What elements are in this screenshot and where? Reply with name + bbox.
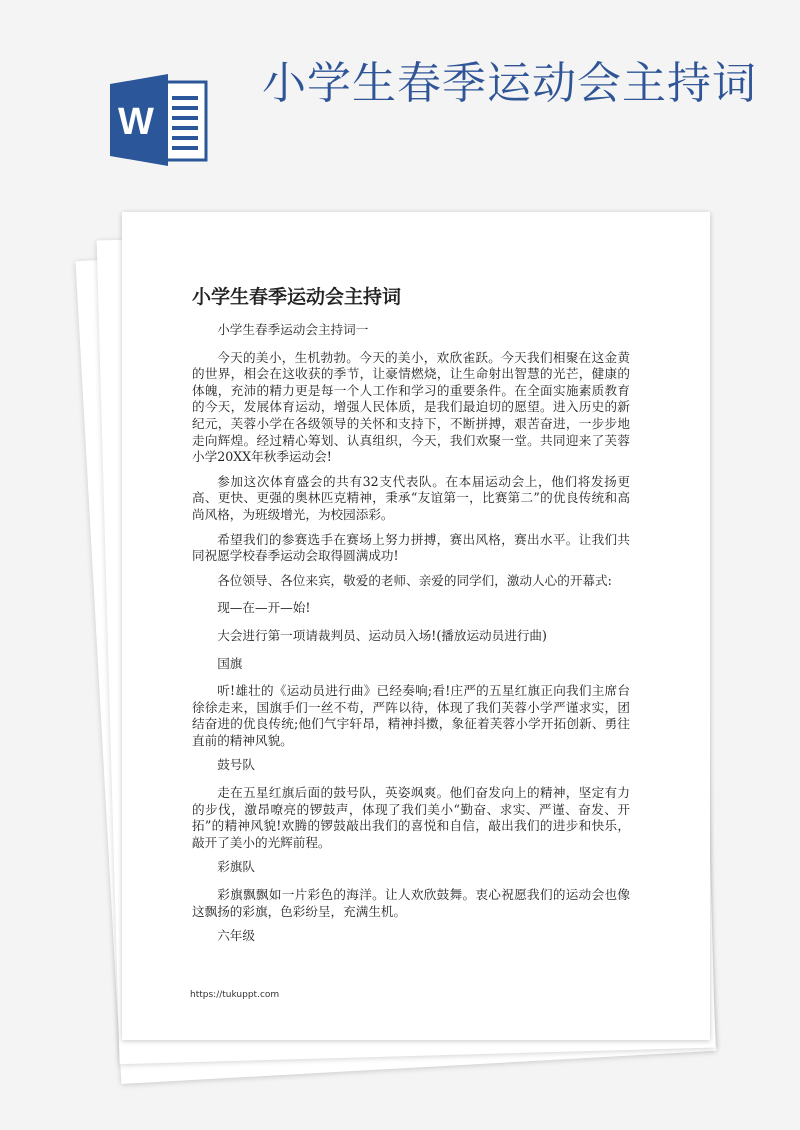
paragraph: 彩旗飘飘如一片彩色的海洋。让人欢欣鼓舞。衷心祝愿我们的运动会也像这飘扬的彩旗，色彩纷呈，充满生机。 [192, 887, 630, 919]
banner-title: 小学生春季运动会主持词 [262, 58, 757, 109]
paragraph: 参加这次体育盛会的共有32支代表队。在本届运动会上，他们将发扬更高、更快、更强的奥林匹克精神，秉承“友谊第一，比赛第二”的优良传统和高尚风格，为班级增光，为校园添彩。 [192, 473, 630, 522]
paragraph: 今天的美小，生机勃勃。今天的美小，欢欣雀跃。今天我们相聚在这金黄的世界，相会在这收获的季节，让豪情燃烧，让生命射出智慧的光芒，健康的体魄，充沛的精力更是每一个人工作和学习的重要条件。在全面实施素质教育的今天，发展体育运动，增强人民体质，是我们最迫切的愿望。进入历史的新纪元，芙蓉小学在各级领导的关怀和支持下，不断拼搏，艰苦奋进，一步步地走向辉煌。经过精心筹划、认真组织，今天，我们欢聚一堂。共同迎来了芙蓉小学20XX年秋季运动会! [192, 349, 630, 465]
section-heading-grade-six: 六年级 [217, 928, 255, 944]
paragraph: 走在五星红旗后面的鼓号队，英姿飒爽。他们奋发向上的精神，坚定有力的步伐，激昂嘹亮的锣鼓声，体现了我们美小“勤奋、求实、严谨、奋发、开拓”的精神风貌!欢腾的锣鼓敲出我们的喜悦和自信，敲出我们的进步和快乐，敲开了美小的光辉前程。 [192, 785, 630, 850]
paragraph: 现—在—开—始! [217, 600, 311, 616]
paragraph: 希望我们的参赛选手在赛场上努力拼搏，赛出风格，赛出水平。让我们共同祝愿学校春季运动会取得圆满成功! [192, 531, 630, 564]
section-heading-drum-band: 鼓号队 [217, 757, 255, 773]
document-title: 小学生春季运动会主持词 [192, 286, 402, 308]
paragraph: 大会进行第一项请裁判员、运动员入场!(播放运动员进行曲) [217, 627, 547, 643]
document-page [122, 212, 710, 1040]
word-document-icon [110, 72, 210, 168]
document-body [192, 322, 630, 956]
section-heading-flag: 国旗 [217, 655, 243, 671]
word-icon-letter: W [118, 101, 154, 143]
footer-url: https://tukuppt.com [190, 990, 280, 1000]
paragraph-subtitle: 小学生春季运动会主持词一 [217, 322, 369, 337]
paragraph: 各位领导、各位来宾，敬爱的老师、亲爱的同学们，激动人心的开幕式: [217, 572, 612, 588]
paragraph: 听!雄壮的《运动员进行曲》已经奏响;看!庄严的五星红旗正向我们主席台徐徐走来，国旗手们一丝不苟，严阵以待，体现了我们芙蓉小学严谨求实，团结奋进的优良传统;他们气宇轩昂，精神抖擞，象征着芙蓉小学开拓创新、勇往直前的精神风貌。 [192, 683, 630, 748]
section-heading-flag-team: 彩旗队 [217, 859, 255, 875]
